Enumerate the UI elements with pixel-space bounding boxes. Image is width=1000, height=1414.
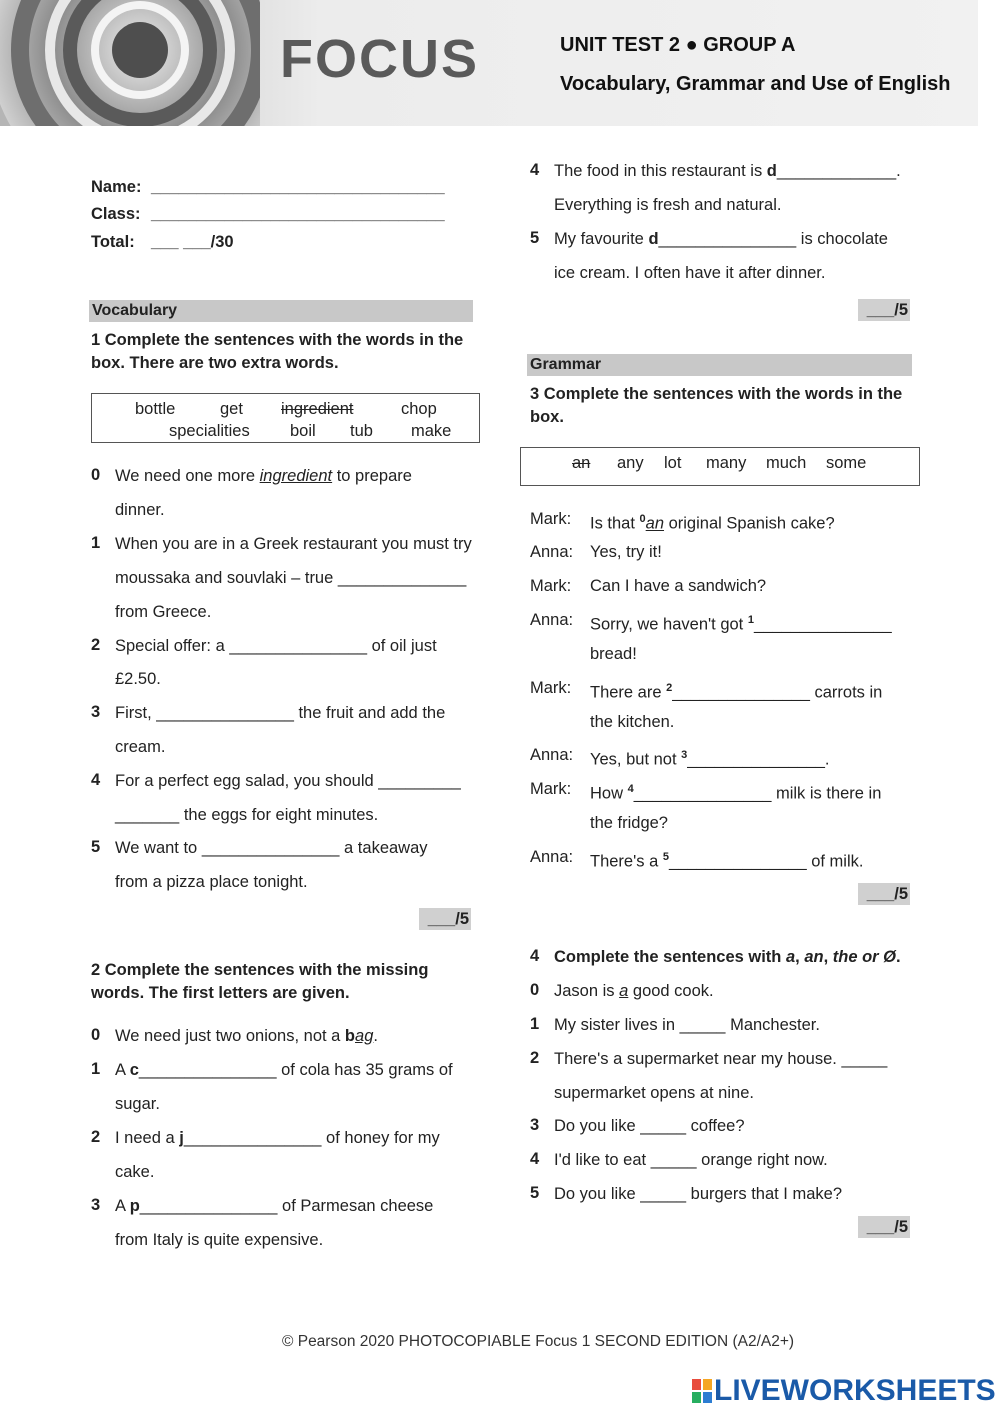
item-number: 4	[530, 947, 540, 965]
item-text: A	[115, 1197, 130, 1215]
item-number: 0	[530, 981, 540, 999]
item-text: Jason is	[554, 982, 620, 1000]
example-answer: ag	[355, 1027, 374, 1045]
item-line: dinner.	[115, 501, 165, 519]
ex2-instruction-line2: words. The first letters are given.	[91, 984, 350, 1002]
word-box-item: some	[826, 454, 867, 472]
gap-number: 2	[666, 682, 673, 694]
ex3-word-box	[520, 447, 920, 486]
grammar-heading: Grammar	[527, 354, 912, 376]
item-text: to prepare	[332, 467, 412, 485]
dialogue-text-blank[interactable]	[590, 779, 881, 804]
word-box-item: lot	[664, 454, 682, 472]
item-line-blank[interactable]	[115, 1060, 453, 1080]
dialogue-text-blank[interactable]	[590, 610, 892, 635]
word-box-item: many	[706, 454, 747, 472]
word-box-item: make	[411, 422, 452, 440]
word-box-item-crossed: an	[572, 454, 591, 472]
item-number: 3	[91, 1196, 101, 1214]
first-letter: d	[766, 162, 777, 180]
liveworksheets-watermark[interactable]	[692, 1374, 996, 1408]
item-line-blank[interactable]: For a perfect egg salad, you should _________	[115, 772, 461, 790]
ex1-word-box	[91, 393, 480, 443]
item-text: Complete the sentences with	[554, 948, 786, 966]
ex2-instruction-line1: 2 Complete the sentences with the missing	[91, 961, 429, 979]
dialogue-text	[590, 509, 835, 534]
first-letter: j	[179, 1129, 184, 1147]
ex3-instruction-line2: box.	[530, 408, 564, 426]
example-answer: ingredient	[259, 467, 333, 485]
item-text: How	[590, 784, 628, 803]
item-number: 1	[91, 1060, 101, 1078]
total-label: Total:	[91, 233, 135, 251]
word-box-item-crossed: ingredient	[281, 400, 354, 418]
dialogue-text: the fridge?	[590, 814, 668, 832]
logo-swirl-icon	[0, 0, 260, 126]
item-number: 0	[91, 1026, 101, 1044]
word-box-item: any	[617, 454, 644, 472]
item-line-blank[interactable]	[115, 1196, 433, 1216]
item-line: ice cream. I often have it after dinner.	[554, 264, 826, 282]
item-line-blank[interactable]: Do you like _____ burgers that I make?	[554, 1185, 843, 1203]
item-line-blank[interactable]: Do you like _____ coffee?	[554, 1117, 745, 1135]
ex1-instruction-line2: box. There are two extra words.	[91, 354, 339, 372]
item-number: 4	[530, 1150, 540, 1168]
item-line-blank[interactable]: moussaka and souvlaki – true ______________	[115, 569, 467, 587]
word-box-item: boil	[290, 422, 316, 440]
item-line-blank[interactable]: I'd like to eat _____ orange right now.	[554, 1151, 828, 1169]
total-score: ___ ___/30	[151, 233, 234, 251]
speaker: Mark:	[530, 510, 572, 528]
class-field[interactable]: ________________________________	[151, 205, 445, 223]
speaker: Mark:	[530, 780, 572, 798]
item-number: 3	[91, 703, 101, 721]
item-line-blank[interactable]	[115, 1128, 440, 1148]
unit-title: UNIT TEST 2 ● GROUP A	[560, 34, 796, 56]
item-line: from a pizza place tonight.	[115, 873, 308, 891]
item-number: 5	[91, 838, 101, 856]
item-line	[115, 1026, 378, 1046]
liveworksheets-logo-icon	[692, 1379, 712, 1403]
speaker: Anna:	[530, 611, 574, 629]
item-line-blank[interactable]	[554, 229, 888, 249]
item-line: supermarket opens at nine.	[554, 1084, 754, 1102]
item-text: _______________ of honey for my	[183, 1129, 440, 1147]
watermark-text: LIVEWORKSHEETS	[714, 1374, 996, 1407]
item-number: 2	[91, 1128, 101, 1146]
dialogue-text: Yes, try it!	[590, 543, 662, 561]
dialogue-text-blank[interactable]	[590, 745, 830, 770]
dialogue-text: the kitchen.	[590, 713, 675, 731]
first-letter: b	[344, 1027, 356, 1045]
item-number: 1	[530, 1015, 540, 1033]
item-text: We need just two onions, not a	[115, 1027, 345, 1045]
item-text: .	[896, 948, 901, 966]
word-box-item: specialities	[169, 422, 250, 440]
item-text: original Spanish cake?	[664, 514, 835, 533]
word-box-item: tub	[350, 422, 373, 440]
item-text: Yes, but not	[590, 750, 682, 769]
item-text: ,	[823, 948, 833, 966]
word-box-item: get	[220, 400, 243, 418]
ex3-instruction-line1: 3 Complete the sentences with the words in the	[530, 385, 903, 403]
item-line: When you are in a Greek restaurant you must try	[115, 535, 472, 553]
item-line-blank[interactable]: First, _______________ the fruit and add the	[115, 704, 446, 722]
item-number: 1	[91, 534, 101, 552]
item-line: sugar.	[115, 1095, 160, 1113]
item-text: I need a	[115, 1129, 180, 1147]
item-line	[554, 981, 714, 1001]
speaker: Mark:	[530, 577, 572, 595]
item-text: _______________	[753, 615, 892, 634]
item-text: _____________.	[776, 162, 901, 180]
word-box-item: much	[766, 454, 807, 472]
item-line-blank[interactable]: There's a supermarket near my house. _____	[554, 1050, 888, 1068]
dialogue-text: bread!	[590, 645, 637, 663]
brand-logo-text: FOCUS	[280, 29, 479, 89]
item-text: We need one more	[115, 467, 260, 485]
item-line: £2.50.	[115, 670, 161, 688]
word-box-item: bottle	[135, 400, 176, 418]
item-text: _______________ is chocolate	[658, 230, 888, 248]
item-text: There's a	[590, 852, 663, 871]
item-line-blank[interactable]: Special offer: a _______________ of oil just	[115, 637, 437, 655]
gap-number: 1	[747, 614, 754, 626]
item-text: _______________ of Parmesan cheese	[139, 1197, 434, 1215]
first-letter: d	[648, 230, 659, 248]
dialogue-text-blank[interactable]	[590, 847, 863, 872]
example-answer: an	[645, 514, 665, 533]
item-text: _______________ carrots in	[672, 683, 883, 702]
item-text: The food in this restaurant is	[554, 162, 767, 180]
item-text: a	[785, 948, 796, 966]
ex4-instruction-text	[554, 947, 901, 967]
item-line-blank[interactable]: We want to _______________ a takeaway	[115, 839, 428, 857]
item-number: 4	[530, 161, 540, 179]
class-label: Class:	[91, 205, 141, 223]
ex1-score[interactable]: ___/5	[419, 908, 471, 930]
page-header	[0, 0, 978, 126]
speaker: Anna:	[530, 543, 574, 561]
name-label: Name:	[91, 178, 142, 196]
first-letter: p	[129, 1197, 140, 1215]
item-line-blank[interactable]	[554, 161, 901, 181]
item-text: an	[804, 948, 824, 966]
item-line: cream.	[115, 738, 166, 756]
gap-number: 5	[662, 851, 669, 863]
gap-number: 3	[681, 749, 688, 761]
gap-number: 0	[639, 513, 646, 525]
dialogue-text: Can I have a sandwich?	[590, 577, 767, 595]
item-text: Sorry, we haven't got	[590, 615, 748, 634]
item-text: There are	[590, 683, 667, 702]
copyright-footer: © Pearson 2020 PHOTOCOPIABLE Focus 1 SECOND EDITION (A2/A2+)	[282, 1333, 795, 1350]
ex4-score[interactable]: ___/5	[858, 1216, 910, 1238]
item-line: cake.	[115, 1163, 155, 1181]
item-text: .	[373, 1027, 378, 1045]
item-text: A	[115, 1061, 130, 1079]
page-subtitle: Vocabulary, Grammar and Use of English	[560, 73, 951, 95]
item-text: the or Ø	[832, 948, 897, 966]
item-text: _______________ of cola has 35 grams of	[138, 1061, 453, 1079]
item-line: from Greece.	[115, 603, 212, 621]
item-line: from Italy is quite expensive.	[115, 1231, 324, 1249]
item-text: _______________ milk is there in	[633, 784, 882, 803]
item-text: ,	[795, 948, 805, 966]
item-number: 4	[91, 771, 101, 789]
ex3-score[interactable]: ___/5	[858, 883, 910, 905]
item-number: 5	[530, 1184, 540, 1202]
item-number: 0	[91, 466, 101, 484]
item-text: good cook.	[628, 982, 714, 1000]
item-number: 5	[530, 229, 540, 247]
item-number: 2	[91, 636, 101, 654]
speaker: Anna:	[530, 848, 574, 866]
first-letter: c	[129, 1061, 139, 1079]
name-field[interactable]: ________________________________	[151, 178, 445, 196]
gap-number: 4	[627, 783, 634, 795]
word-box-item: chop	[401, 400, 437, 418]
item-line: Everything is fresh and natural.	[554, 196, 782, 214]
ex2-score[interactable]: ___/5	[858, 299, 910, 321]
item-text: _______________.	[687, 750, 830, 769]
item-text: _______________ of milk.	[668, 852, 864, 871]
item-number: 3	[530, 1116, 540, 1134]
example-answer: a	[619, 982, 629, 1000]
speaker: Anna:	[530, 746, 574, 764]
speaker: Mark:	[530, 679, 572, 697]
vocabulary-heading: Vocabulary	[89, 300, 473, 322]
item-line-blank[interactable]: _______ the eggs for eight minutes.	[115, 806, 379, 824]
item-line	[115, 466, 412, 486]
ex1-instruction-line1: 1 Complete the sentences with the words in the	[91, 331, 464, 349]
item-line-blank[interactable]: My sister lives in _____ Manchester.	[554, 1016, 820, 1034]
item-text: My favourite	[554, 230, 649, 248]
dialogue-text-blank[interactable]	[590, 678, 882, 703]
item-text: Is that	[590, 514, 640, 533]
item-number: 2	[530, 1049, 540, 1067]
